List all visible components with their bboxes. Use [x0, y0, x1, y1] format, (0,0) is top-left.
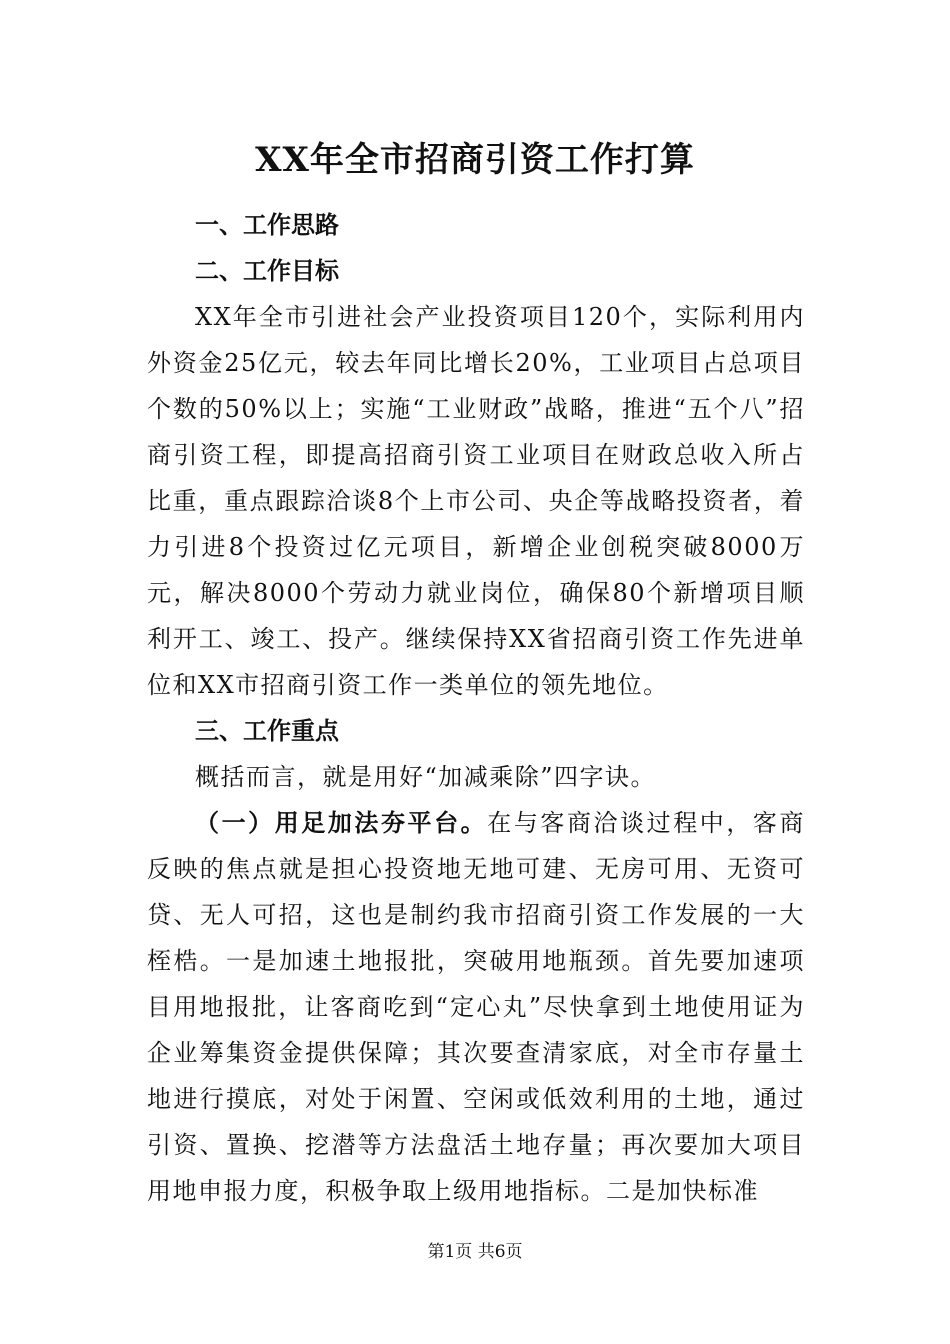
- section-heading-3: 三、工作重点: [195, 717, 339, 745]
- section-2-paragraph: XX年全市引进社会产业投资项目120个，实际利用内外资金25亿元，较去年同比增长20%，工业项目占总项目个数的50%以上；实施“工业财政”战略，推进“五个八”招商引资工程，即提高招商引资工业项目在财政总收入所占比重，重点跟踪洽谈8个上市公司、央企等战略投资者，着力引进8个投资过亿元项目，新增企业创税突破8000万元，解决8000个劳动力就业岗位，确保80个新增项目顺利开工、竣工、投产。继续保持XX省招商引资工作先进单位和XX市招商引资工作一类单位的领先地位。: [147, 303, 805, 699]
- document-title: XX年全市招商引资工作打算: [255, 140, 695, 180]
- section-heading-1: 一、工作思路: [195, 211, 339, 239]
- item-1-paragraph: [147, 800, 805, 1214]
- document-body: [147, 202, 805, 1214]
- section-3-intro: 概括而言，就是用好“加减乘除”四字诀。: [195, 763, 657, 791]
- item-1-text: 在与客商洽谈过程中，客商反映的焦点就是担心投资地无地可建、无房可用、无资可贷、无人可招，这也是制约我市招商引资工作发展的一大桎梏。一是加速土地报批，突破用地瓶颈。首先要加速项目用地报批，让客商吃到“定心丸”尽快拿到土地使用证为企业筹集资金提供保障；其次要查清家底，对全市存量土地进行摸底，对处于闲置、空闲或低效利用的土地，通过引资、置换、挖潜等方法盘活土地存量；再次要加大项目用地申报力度，积极争取上级用地指标。二是加快标准: [147, 809, 805, 1205]
- page-footer: 第1页 共6页: [427, 1242, 523, 1262]
- section-heading-2: 二、工作目标: [195, 257, 339, 285]
- item-1-lead: （一）用足加法夯平台。: [195, 809, 488, 837]
